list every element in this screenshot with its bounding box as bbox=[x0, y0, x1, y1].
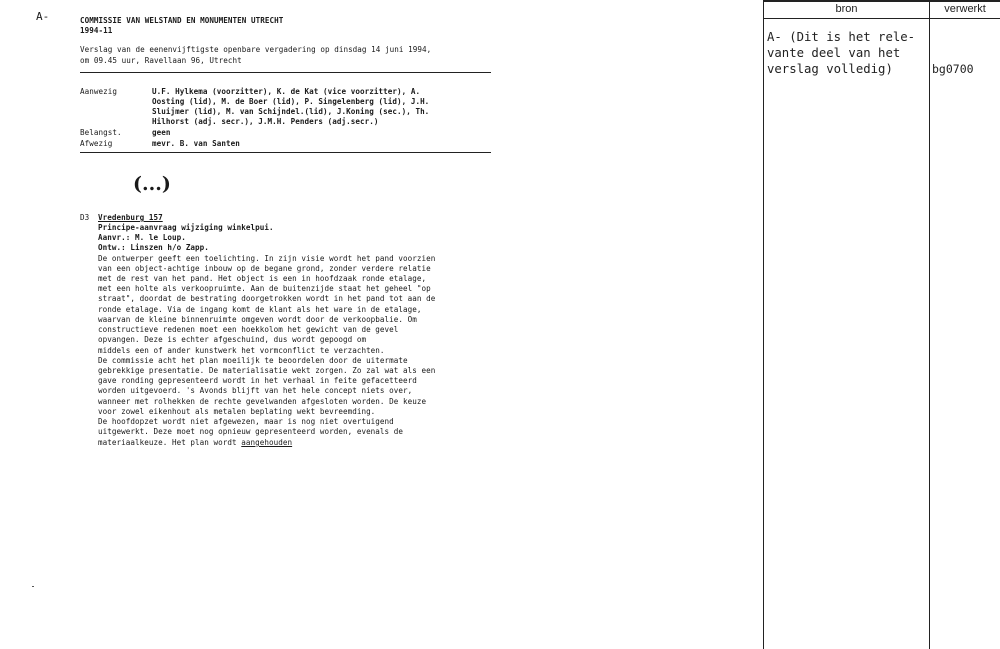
absent-value: mevr. B. van Santen bbox=[152, 139, 240, 148]
item-body-line: van een object-achtige inbouw op de begane grond, zonder verdere relatie bbox=[98, 264, 431, 273]
report-number: 1994-11 bbox=[80, 26, 113, 35]
report-subtitle-line-1: Verslag van de eenenvijftigste openbare vergadering op dinsdag 14 juni 1994, bbox=[80, 45, 432, 54]
item-body-last-line bbox=[98, 438, 292, 448]
absent-label: Afwezig bbox=[80, 139, 113, 148]
item-body-line: De ontwerper geeft een toelichting. In zijn visie wordt het pand voorzien bbox=[98, 254, 436, 263]
source-note-line-3: verslag volledig) bbox=[767, 62, 893, 76]
item-body-line: met een holte als verkoopruimte. Aan de buitenzijde staat het geheel "op bbox=[98, 284, 431, 293]
item-body-line: straat", doordat de bestrating doorgetrokken wordt in het pand tot aan de bbox=[98, 294, 436, 303]
item-applicant: Aanvr.: M. le Loup. bbox=[98, 233, 186, 242]
side-table-top-border bbox=[763, 0, 1000, 2]
present-line-4: Hilhorst (adj. secr.), J.M.H. Penders (adj.secr.) bbox=[152, 117, 379, 126]
source-note-line-2: vante deel van het bbox=[767, 46, 901, 60]
item-body-line: uitgewerkt. Deze moet nog opnieuw gepresenteerd worden, evenals de bbox=[98, 427, 404, 436]
item-address: Vredenburg 157 bbox=[98, 213, 163, 222]
item-body-line: De commissie acht het plan moeilijk te beoordelen door de uitermate bbox=[98, 356, 408, 365]
commission-title: COMMISSIE VAN WELSTAND EN MONUMENTEN UTRECHT bbox=[80, 16, 284, 25]
item-body-line: middels een of ander kunstwerk het vormconflict te verzachten. bbox=[98, 346, 385, 355]
item-code: D3 bbox=[80, 213, 90, 222]
item-designer: Ontw.: Linszen h/o Zapp. bbox=[98, 243, 209, 252]
processed-code: bg0700 bbox=[932, 62, 974, 76]
present-line-3: Sluijmer (lid), M. van Schijndel.(lid), J.Koning (sec.), Th. bbox=[152, 107, 430, 116]
attendance-divider bbox=[80, 152, 491, 153]
interested-value: geen bbox=[152, 128, 171, 137]
stray-dot bbox=[32, 586, 34, 587]
report-subtitle-line-2: om 09.45 uur, Ravellaan 96, Utrecht bbox=[80, 56, 242, 65]
item-body-line: voor zowel eikenhout als metalen beplating wekt bevreemding. bbox=[98, 407, 376, 416]
side-table-header-divider bbox=[763, 18, 1000, 19]
column-header-source: bron bbox=[835, 3, 858, 15]
item-body-line: wanneer met rolhekken de rechte gevelwanden afgesloten worden. De keuze bbox=[98, 397, 427, 406]
item-body-line: worden uitgevoerd. 's Avonds blijft van het hele concept niets over, bbox=[98, 386, 413, 395]
item-body-line: gebrekkige presentatie. De materialisatie wekt zorgen. Zo zal wat als een bbox=[98, 366, 436, 375]
omission-ellipsis: (...) bbox=[133, 173, 171, 195]
item-body-line: met de rest van het pand. Het object is een in hoofdzaak ronde etalage, bbox=[98, 274, 427, 283]
column-header-processed: verwerkt bbox=[944, 3, 986, 15]
decision-link: aangehouden bbox=[241, 438, 293, 447]
side-table-left-border bbox=[763, 0, 764, 649]
item-body-line: waarvan de kleine binnenruimte omgeven wordt door de verkoopbalie. Om bbox=[98, 315, 417, 324]
item-body-line: De hoofdopzet wordt niet afgewezen, maar is nog niet overtuigend bbox=[98, 417, 394, 426]
item-body-line: ronde etalage. Via de ingang komt de klant als het ware in de etalage, bbox=[98, 305, 422, 314]
item-body-line: gave ronding gepresenteerd wordt in het verhaal in feite gefacetteerd bbox=[98, 376, 417, 385]
present-line-2: Oosting (lid), M. de Boer (lid), P. Singelenberg (lid), J.H. bbox=[152, 97, 430, 106]
present-label: Aanwezig bbox=[80, 87, 117, 96]
item-body-line: constructieve redenen moet een hoekkolom het gewicht van de gevel bbox=[98, 325, 399, 334]
present-line-1: U.F. Hylkema (voorzitter), K. de Kat (vice voorzitter), A. bbox=[152, 87, 421, 96]
item-body-last-line-text: materiaalkeuze. Het plan wordt bbox=[98, 438, 242, 447]
header-divider bbox=[80, 72, 491, 73]
item-body-line: opvangen. Deze is echter afgeschuind, dus wordt gepoogd om bbox=[98, 335, 367, 344]
page-mark: A- bbox=[36, 10, 50, 23]
interested-label: Belangst. bbox=[80, 128, 122, 137]
item-subject: Principe-aanvraag wijziging winkelpui. bbox=[98, 223, 274, 232]
source-note-line-1: A- (Dit is het rele- bbox=[767, 30, 916, 44]
side-table-column-divider bbox=[929, 0, 930, 649]
